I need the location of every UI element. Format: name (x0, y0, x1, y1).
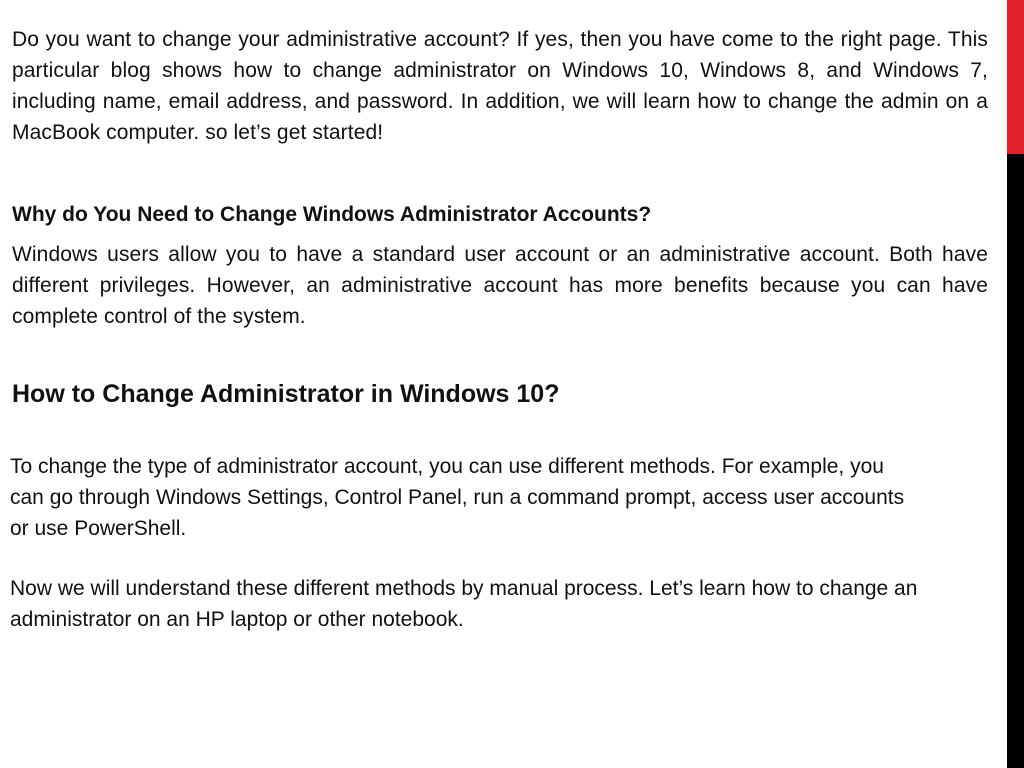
side-accent-bar-red (1007, 0, 1024, 154)
intro-paragraph: Do you want to change your administrative account? If yes, then you have come to the right page. This particular blog shows how to change administrator on Windows 10, Windows 8, and Windows 7, including name, email address, and password. In addition, we will learn how to change the admin on a MacBook computer. so let’s get started! (12, 28, 988, 144)
why-change-paragraph: Windows users allow you to have a standard user account or an administrative account. Both have different privileges. However, an administrative account has more benefits because you can have complete control of the system. (12, 243, 988, 328)
side-accent-bar-black (1007, 154, 1024, 768)
methods-paragraph: To change the type of administrator account, you can use different methods. For example, you can go through Windows Settings, Control Panel, run a command prompt, access user accounts or use PowerShell. (10, 455, 905, 540)
slide-content (12, 0, 988, 768)
manual-process-paragraph: Now we will understand these different methods by manual process. Let’s learn how to change an administrator on an HP laptop or other notebook. (10, 577, 918, 631)
how-to-change-heading: How to Change Administrator in Windows 10? (12, 380, 560, 408)
why-change-heading: Why do You Need to Change Windows Administrator Accounts? (12, 203, 652, 226)
